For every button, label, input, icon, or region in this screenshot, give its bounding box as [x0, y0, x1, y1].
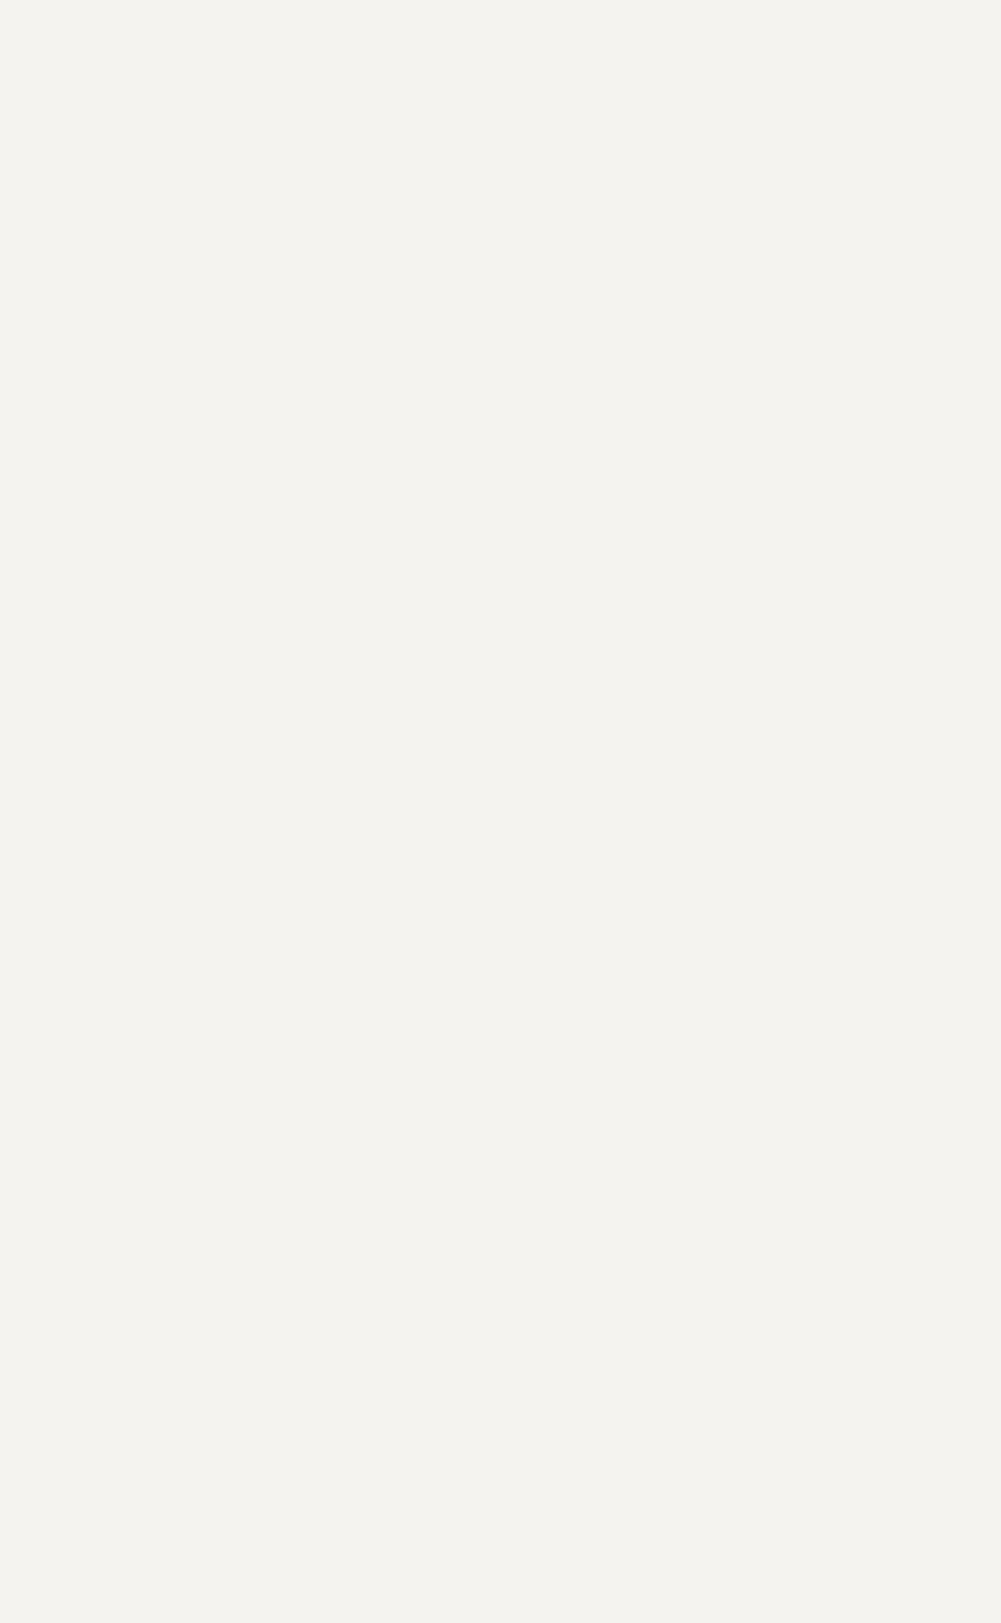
bibliography	[68, 150, 918, 162]
page-header	[62, 90, 922, 130]
